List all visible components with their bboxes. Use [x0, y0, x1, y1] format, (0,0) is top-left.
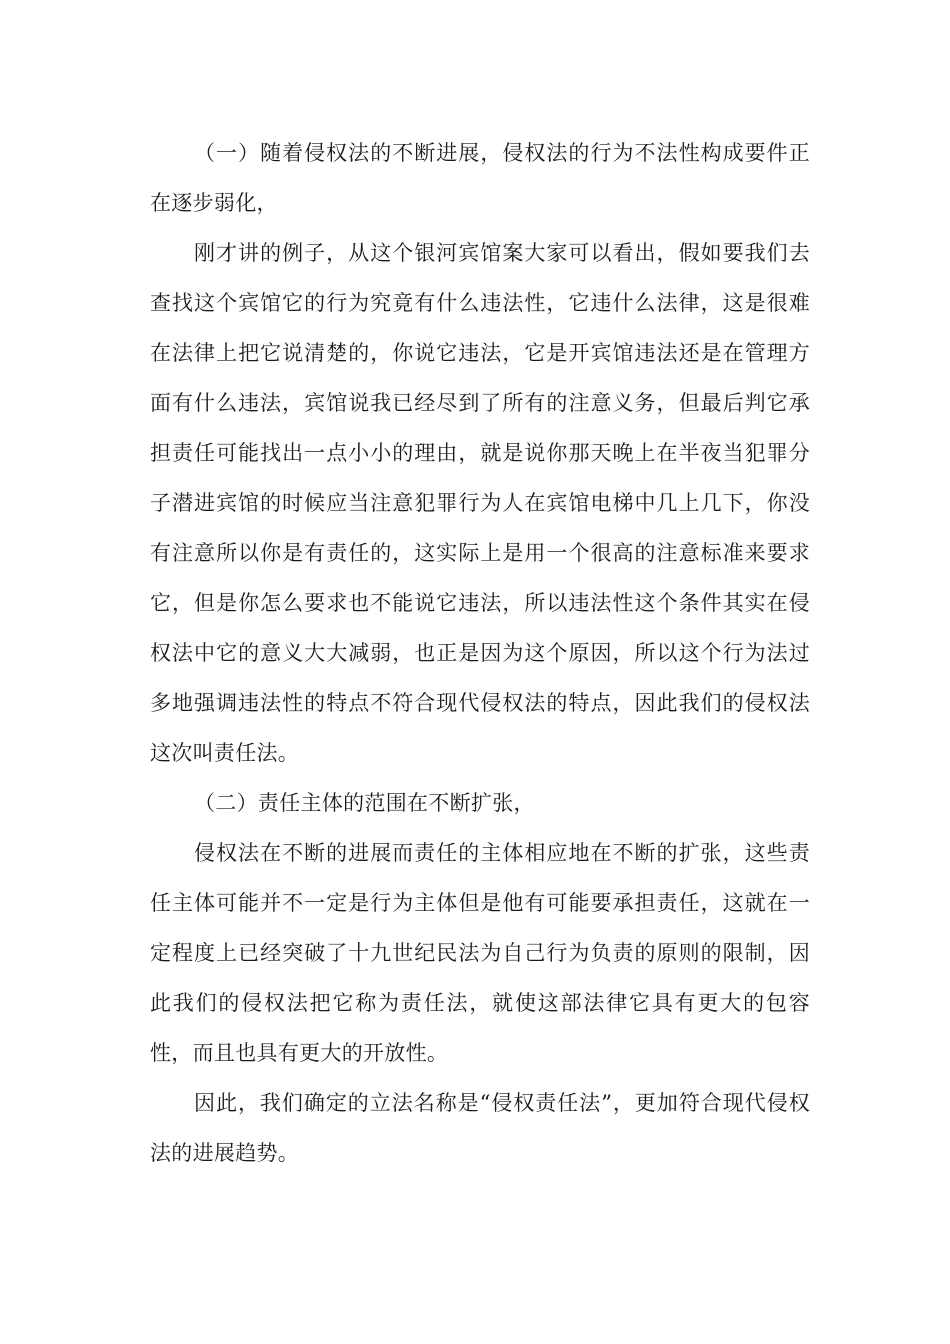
body-paragraph: 刚才讲的例子，从这个银河宾馆案大家可以看出，假如要我们去查找这个宾馆它的行为究竟有什么违法性，它违什么法律，这是很难在法律上把它说清楚的，你说它违法，它是开宾馆违法还是在管理方面有什么违法，宾馆说我已经尽到了所有的注意义务，但最后判它承担责任可能找出一点小小的理由，就是说你那天晚上在半夜当犯罪分子潜进宾馆的时候应当注意犯罪行为人在宾馆电梯中几上几下，你没有注意所以你是有责任的，这实际上是用一个很高的注意标准来要求它，但是你怎么要求也不能说它违法，所以违法性这个条件其实在侵权法中它的意义大大减弱，也正是因为这个原因，所以这个行为法过多地强调违法性的特点不符合现代侵权法的特点，因此我们的侵权法这次叫责任法。	[150, 241, 810, 765]
conclusion-paragraph: 因此，我们确定的立法名称是“侵权责任法”，更加符合现代侵权法的进展趋势。	[150, 1091, 810, 1165]
section-heading-1: （一）随着侵权法的不断进展，侵权法的行为不法性构成要件正在逐步弱化，	[150, 141, 810, 215]
section-heading-2: （二）责任主体的范围在不断扩张，	[194, 791, 535, 815]
document-body	[150, 128, 810, 1178]
body-paragraph: 侵权法在不断的进展而责任的主体相应地在不断的扩张，这些责任主体可能并不一定是行为主体但是他有可能要承担责任，这就在一定程度上已经突破了十九世纪民法为自己行为负责的原则的限制，因此我们的侵权法把它称为责任法，就使这部法律它具有更大的包容性，而且也具有更大的开放性。	[150, 841, 810, 1065]
